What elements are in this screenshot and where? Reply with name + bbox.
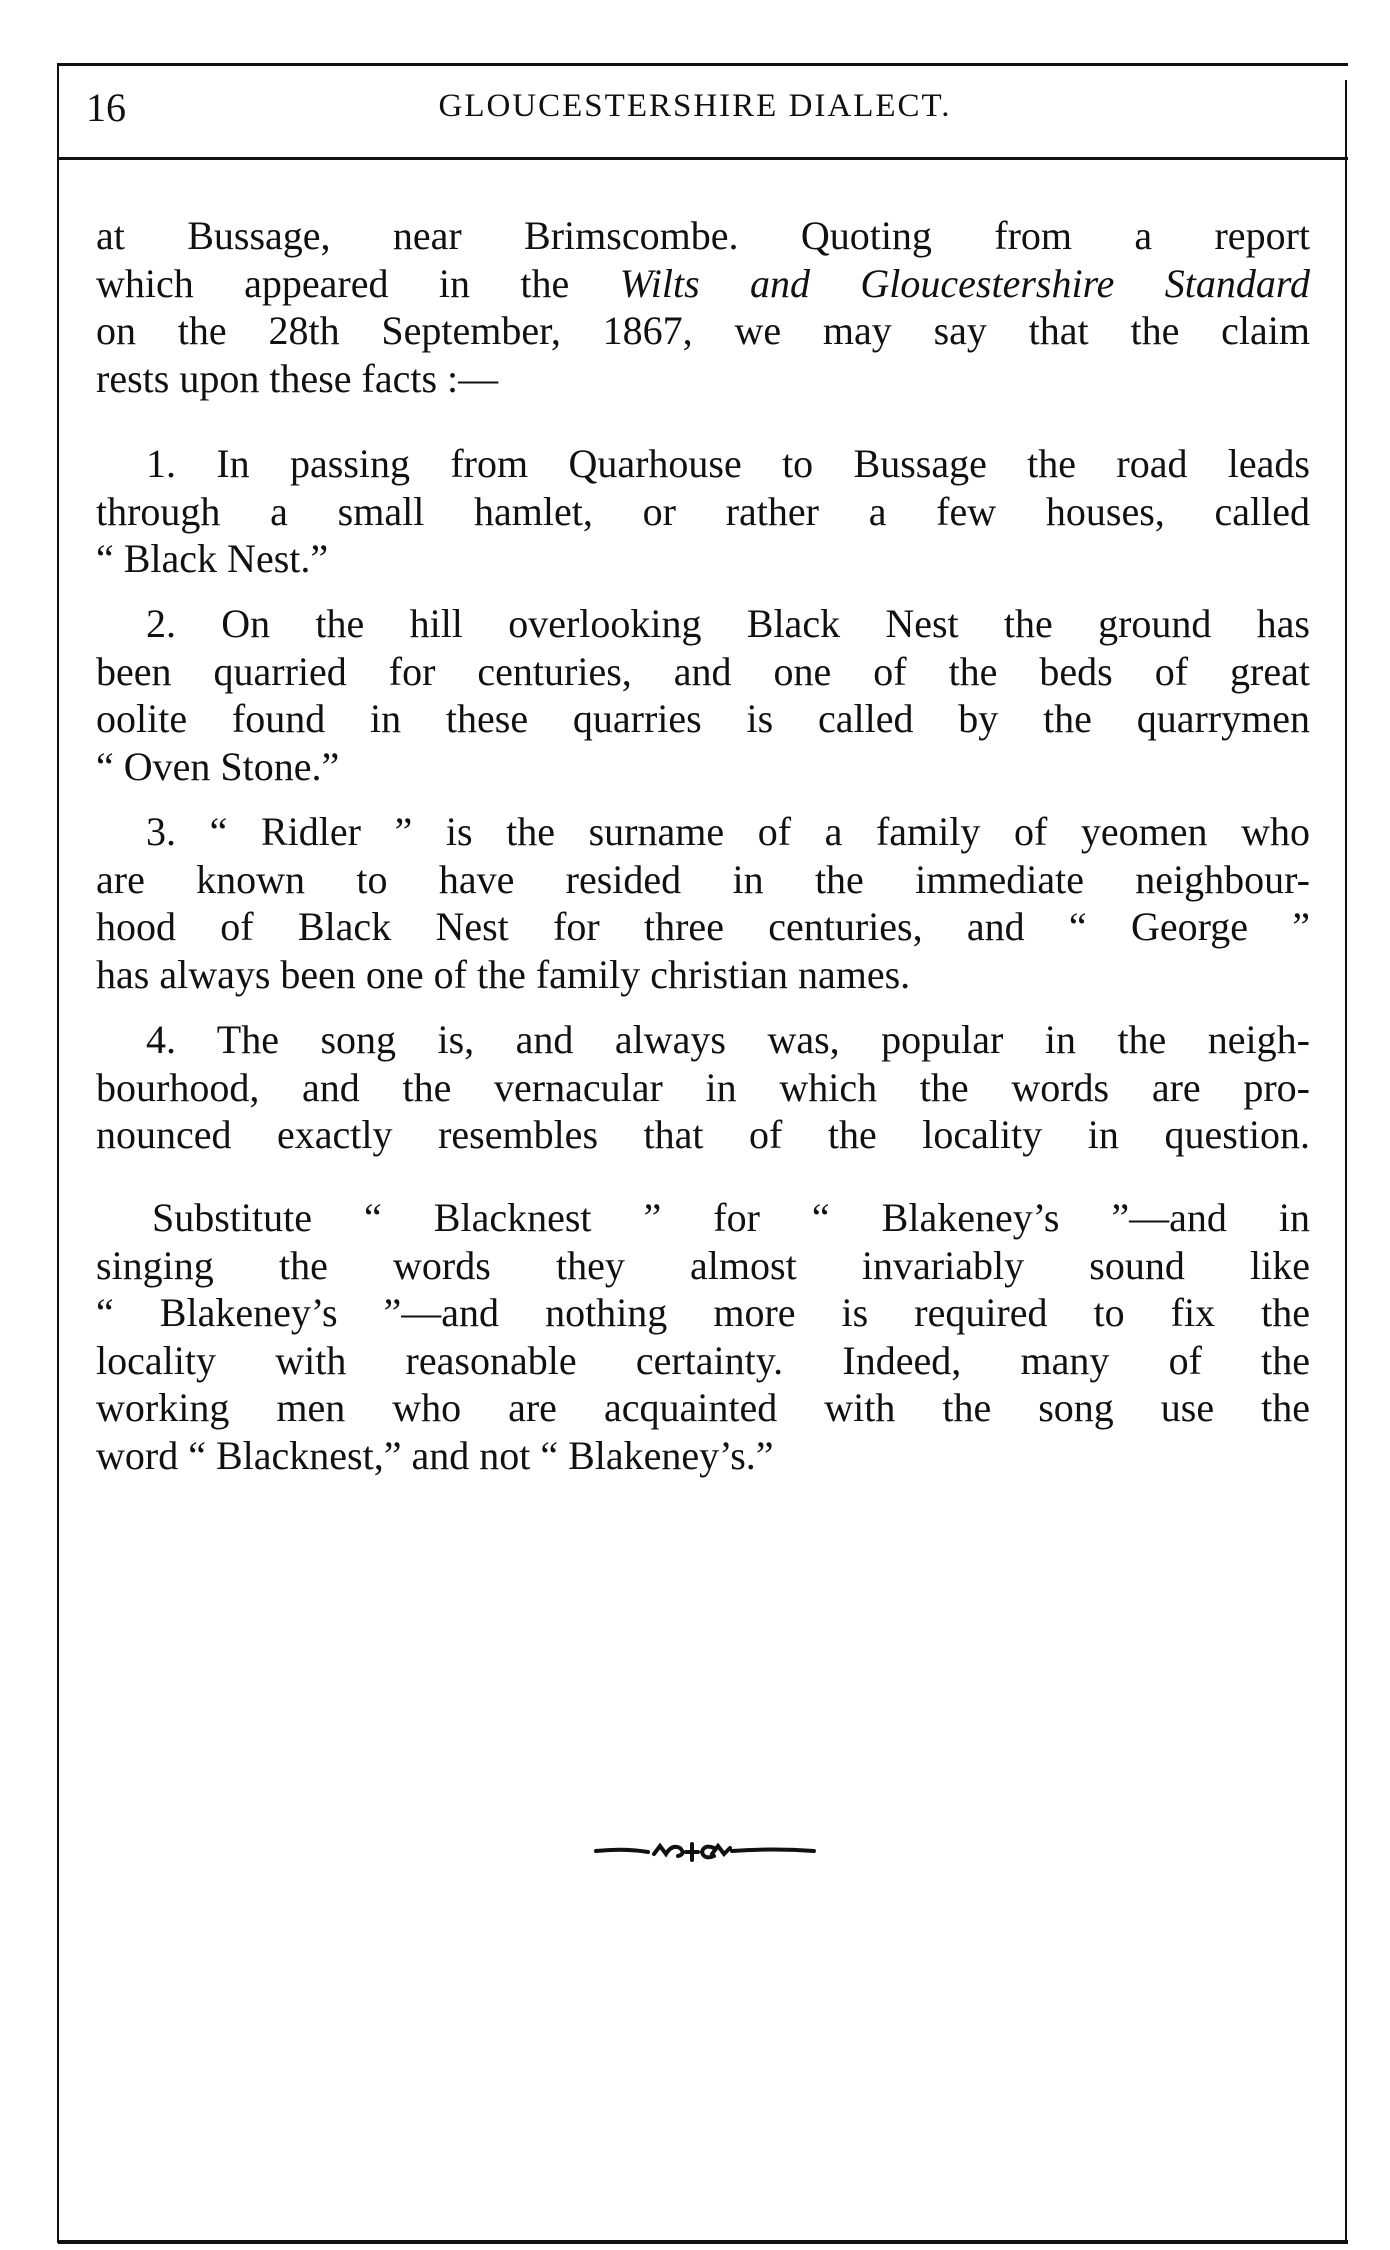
text-line: on the 28th September, 1867, we may say that the claim — [96, 308, 1310, 353]
text-line: oolite found in these quarries is called by the quarrymen — [96, 696, 1310, 741]
text-line: through a small hamlet, or rather a few houses, called — [96, 488, 1310, 534]
text-line: Substitute “ Blacknest ” for “ Blakeney’s ”—and in — [152, 1195, 1310, 1240]
fact-2 — [96, 600, 1310, 790]
text-line: word “ Blacknest,” and not “ Blakeney’s.” — [96, 1432, 774, 1478]
running-title: GLOUCESTERSHIRE DIALECT. — [438, 88, 952, 124]
text-line: bourhood, and the vernacular in which the words are pro- — [96, 1064, 1310, 1110]
text-span: which appeared in the — [96, 260, 620, 306]
fact-1 — [96, 440, 1310, 583]
page-number: 16 — [86, 85, 126, 130]
intro-paragraph — [96, 212, 1310, 402]
frame-right-rule — [1345, 80, 1347, 2243]
newspaper-title: Wilts and Gloucestershire Standard — [619, 260, 1310, 306]
printers-flourish-icon — [594, 1838, 816, 1864]
text-line: has always been one of the family christian names. — [96, 951, 911, 997]
text-line — [96, 260, 1310, 308]
frame-top-rule — [58, 63, 1348, 66]
text-line: rests upon these facts :— — [96, 355, 499, 401]
fact-4 — [96, 1016, 1310, 1159]
text-line: 4. The song is, and always was, popular in the neigh- — [146, 1017, 1310, 1062]
fact-3 — [96, 808, 1310, 998]
text-line: 3. “ Ridler ” is the surname of a family of yeomen who — [146, 809, 1310, 854]
text-line: 1. In passing from Quarhouse to Bussage the road leads — [146, 441, 1310, 486]
text-line: “ Blakeney’s ”—and nothing more is required to fix the — [96, 1290, 1310, 1335]
text-line: at Bussage, near Brimscombe. Quoting from a report — [96, 213, 1310, 258]
text-line: “ Black Nest.” — [96, 536, 329, 581]
text-line: hood of Black Nest for three centuries, and “ George ” — [96, 904, 1310, 949]
text-line: “ Oven Stone.” — [96, 743, 340, 789]
text-line: 2. On the hill overlooking Black Nest the ground has — [146, 601, 1310, 646]
text-line: been quarried for centuries, and one of the beds of great — [96, 648, 1310, 694]
header-rule — [58, 157, 1348, 160]
text-line: working men who are acquainted with the song use the — [96, 1385, 1310, 1430]
text-line: are known to have resided in the immediate neighbour- — [96, 856, 1310, 902]
frame-left-rule — [57, 63, 59, 2243]
closing-paragraph — [96, 1194, 1310, 1479]
text-line: locality with reasonable certainty. Indeed, many of the — [96, 1337, 1310, 1383]
text-line: singing the words they almost invariably sound like — [96, 1242, 1310, 1288]
text-line: nounced exactly resembles that of the locality in question. — [96, 1112, 1310, 1157]
frame-bottom-rule — [58, 2240, 1348, 2244]
